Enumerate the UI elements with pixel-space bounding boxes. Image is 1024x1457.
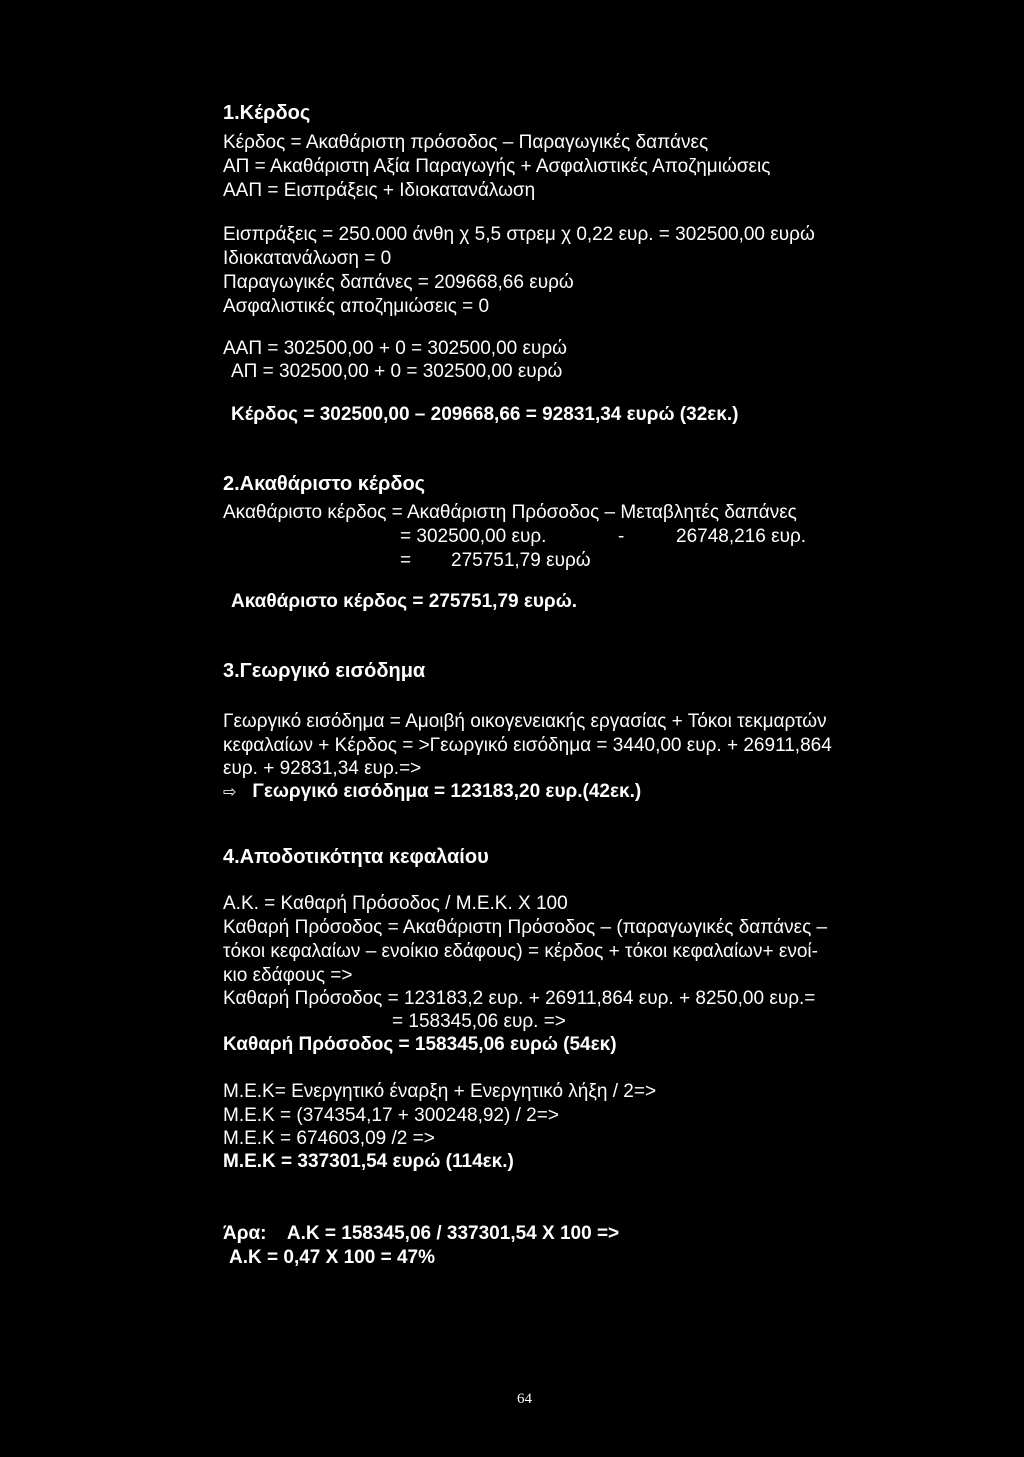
- s2-line-3-equals: =: [400, 550, 412, 571]
- s3-result: Γεωργικό εισόδημα = 123183,20 ευρ.(42εκ.): [252, 781, 642, 802]
- s2-line-2-minus: -: [618, 526, 625, 547]
- s4-line-4: κιο εδάφους =>: [223, 965, 353, 986]
- s1-result: Κέρδος = 302500,00 – 209668,66 = 92831,34 ευρώ (32εκ.): [231, 404, 739, 425]
- s4-result-net-income: Καθαρή Πρόσοδος = 158345,06 ευρώ (54εκ): [223, 1034, 617, 1055]
- s3-line-1: Γεωργικό εισόδημα = Αμοιβή οικογενειακής εργασίας + Τόκοι τεκμαρτών: [223, 711, 827, 732]
- right-arrow-icon: ⇨: [223, 784, 237, 801]
- s3-line-2: κεφαλαίων + Κέρδος = >Γεωργικό εισόδημα = 3440,00 ευρ. + 26911,864: [223, 735, 832, 756]
- s4-line-8: Μ.Ε.Κ = (374354,17 + 300248,92) / 2=>: [223, 1105, 559, 1126]
- s2-result: Ακαθάριστο κέρδος = 275751,79 ευρώ.: [231, 591, 578, 612]
- s4-line-7: Μ.Ε.Κ= Ενεργητικό έναρξη + Ενεργητικό λήξη / 2=>: [223, 1081, 657, 1102]
- s1-line-2: ΑΠ = Ακαθάριστη Αξία Παραγωγής + Ασφαλιστικές Αποζημιώσεις: [223, 156, 771, 177]
- s1-line-4: Εισπράξεις = 250.000 άνθη χ 5,5 στρεμ χ 0,22 ευρ. = 302500,00 ευρώ: [223, 224, 815, 245]
- s2-line-3-amount: 275751,79 ευρώ: [451, 550, 591, 571]
- s3-result-row: [223, 780, 641, 805]
- s1-line-8: ΑΑΠ = 302500,00 + 0 = 302500,00 ευρώ: [223, 338, 568, 359]
- s1-line-3: ΑΑΠ = Εισπράξεις + Ιδιοκατανάλωση: [223, 180, 536, 201]
- s4-final-line-1: Άρα: Α.Κ = 158345,06 / 337301,54 Χ 100 =>: [223, 1223, 620, 1244]
- s1-line-6: Παραγωγικές δαπάνες = 209668,66 ευρώ: [223, 272, 574, 293]
- s4-line-6: = 158345,06 ευρ. =>: [392, 1011, 566, 1032]
- s2-line-2-amount: = 302500,00 ευρ.: [400, 526, 547, 547]
- s4-line-2: Καθαρή Πρόσοδος = Ακαθάριστη Πρόσοδος – (παραγωγικές δαπάνες –: [223, 917, 828, 938]
- page-number: 64: [517, 1391, 532, 1407]
- s4-line-5: Καθαρή Πρόσοδος = 123183,2 ευρ. + 26911,864 ευρ. + 8250,00 ευρ.=: [223, 988, 816, 1009]
- s4-result-mek: Μ.Ε.Κ = 337301,54 ευρώ (114εκ.): [223, 1151, 514, 1172]
- s4-final-line-2: Α.Κ = 0,47 Χ 100 = 47%: [229, 1247, 435, 1268]
- s1-line-5: Ιδιοκατανάλωση = 0: [223, 248, 392, 269]
- s2-line-2-costs: 26748,216 ευρ.: [676, 526, 807, 547]
- section-3-heading: 3.Γεωργικό εισόδημα: [223, 660, 426, 682]
- s1-line-7: Ασφαλιστικές αποζημιώσεις = 0: [223, 296, 490, 317]
- s4-line-1: Α.Κ. = Καθαρή Πρόσοδος / Μ.Ε.Κ. Χ 100: [223, 893, 568, 914]
- s3-line-3: ευρ. + 92831,34 ευρ.=>: [223, 758, 422, 779]
- s4-line-3: τόκοι κεφαλαίων – ενοίκιο εδάφους) = κέρδος + τόκοι κεφαλαίων+ ενοί-: [223, 941, 818, 962]
- section-1-heading: 1.Κέρδος: [223, 102, 311, 124]
- s1-line-9: ΑΠ = 302500,00 + 0 = 302500,00 ευρώ: [231, 361, 563, 382]
- s2-line-1: Ακαθάριστο κέρδος = Ακαθάριστη Πρόσοδος – Μεταβλητές δαπάνες: [223, 502, 797, 523]
- s1-line-1: Κέρδος = Ακαθάριστη πρόσοδος – Παραγωγικές δαπάνες: [223, 132, 709, 153]
- section-4-heading: 4.Αποδοτικότητα κεφαλαίου: [223, 846, 489, 868]
- section-2-heading: 2.Ακαθάριστο κέρδος: [223, 473, 426, 495]
- s4-line-9: Μ.Ε.Κ = 674603,09 /2 =>: [223, 1128, 435, 1149]
